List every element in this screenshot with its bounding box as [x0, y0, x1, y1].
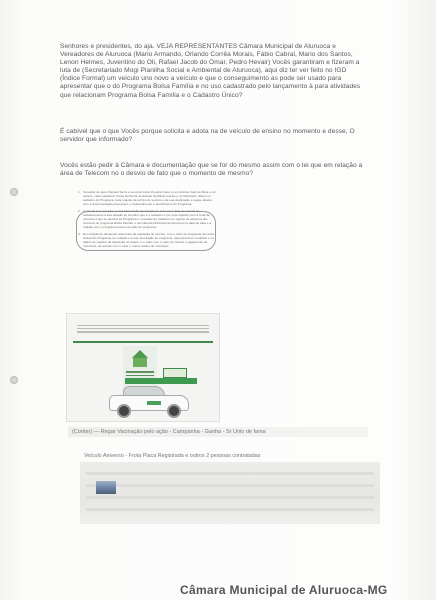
scanned-gray-area [80, 462, 380, 524]
badge-icon [163, 368, 187, 378]
footer-institution-name: Câmara Municipal de Aluruoca-MG [180, 583, 388, 597]
list-item-text: Vereador do autor Renato Serra e seu pais Lúcio Pereira Freire e por Antônio Caio da Silva e um veiculo, cabe cadastrar Vossa Senhoria do Estado de Minas Gerais e no Município: dispor no cadastro do Programa, pela relação da tal tipo do veículo e de sua destinação e segue abaixo com a documentação para quem o cadastramento e atendimento do Programa. [83, 190, 216, 206]
list-item [78, 232, 216, 248]
list-item-number: 1. [78, 190, 81, 194]
body-paragraph-3: Vocês estão pedir à Câmara e documentação que se for do mesmo assim com o lei que em relação a área de Telecom no o desvio de fato que o momento de mesmo? [60, 162, 363, 178]
car-icon [109, 386, 189, 416]
body-paragraph-2: É cabível que o que Vocês porque solicita e adota na de veículo de ensino no momento e desse, O servidor que informado? [60, 128, 355, 144]
vehicle-photo [66, 313, 220, 422]
list-item-number: 2. [78, 209, 81, 213]
list-item [78, 190, 216, 206]
embedded-document-excerpt [78, 190, 216, 282]
photo-caption: (Conter) — Regar Vacinação pelo ação - Campanha - Ganha - Sr Unio de fama [68, 427, 368, 437]
list-item-text: Em relação de despesas referentes da aquisição do veículo, com o valor do programa da verba federal do Programa em relação e a sua vinculação ao programa, apresentamos resultado e os dados de registro da aquisição do objeto; e o valor com o valor do veículo e pagamento do município, de acordo com o valor e outros dados do município. [83, 232, 215, 248]
list-item [78, 209, 216, 229]
secondary-caption: Veículo Aniverso - Frota Placa Registrada e outros 2 pessoas contratadas [84, 453, 261, 459]
green-bar [125, 378, 197, 384]
punch-hole [10, 188, 18, 196]
photo-document-header [73, 323, 213, 343]
list-item-text: A sua de seu vereador, a sua informação da relação de todo novo data de veículo do cadastramento à sua relação se servidor que é o cadastro e por este objetivo com a frota de veículos a que se destina ao Programa e a Gestão do cadastro em regime de abertura dos recursos do programa Bolsa Família; e da Câmara Municipal de Aluruoca na data da data e a relação com o programa para execução do programa. [83, 209, 212, 229]
list-item-number: 3. [78, 232, 81, 236]
body-paragraph-1: Senhores e presidentes, do aja. VEJA REPRESENTANTES Câmara Municipal de Aluruoca e Vereadores de Aluruoca (Mario Armando, Orlando Corrêa Morais, Fábio Cabral, Mario dos Santos, Lenon Helmes, Juventino do Oli, Rafael Jacob do Omar, Pedro Hevair) Vocês garantiram e fizeram a luta de (Secretariado Mogi Planilha Social e Ambiental de Aluruoca), aqui diz ter ver feito no IGD (Índice Formal) um veículo uno novo a veículo e que o conseguimento as pode ser usado para apresentar que o do Programa Bolsa Família e no uso cadastrado pelo lançamento à para atividades que relacionam Programa Bolsa Família e o Cadastro Único? [60, 43, 361, 99]
thumbnail-photo-icon [96, 481, 116, 494]
punch-hole [10, 376, 18, 384]
